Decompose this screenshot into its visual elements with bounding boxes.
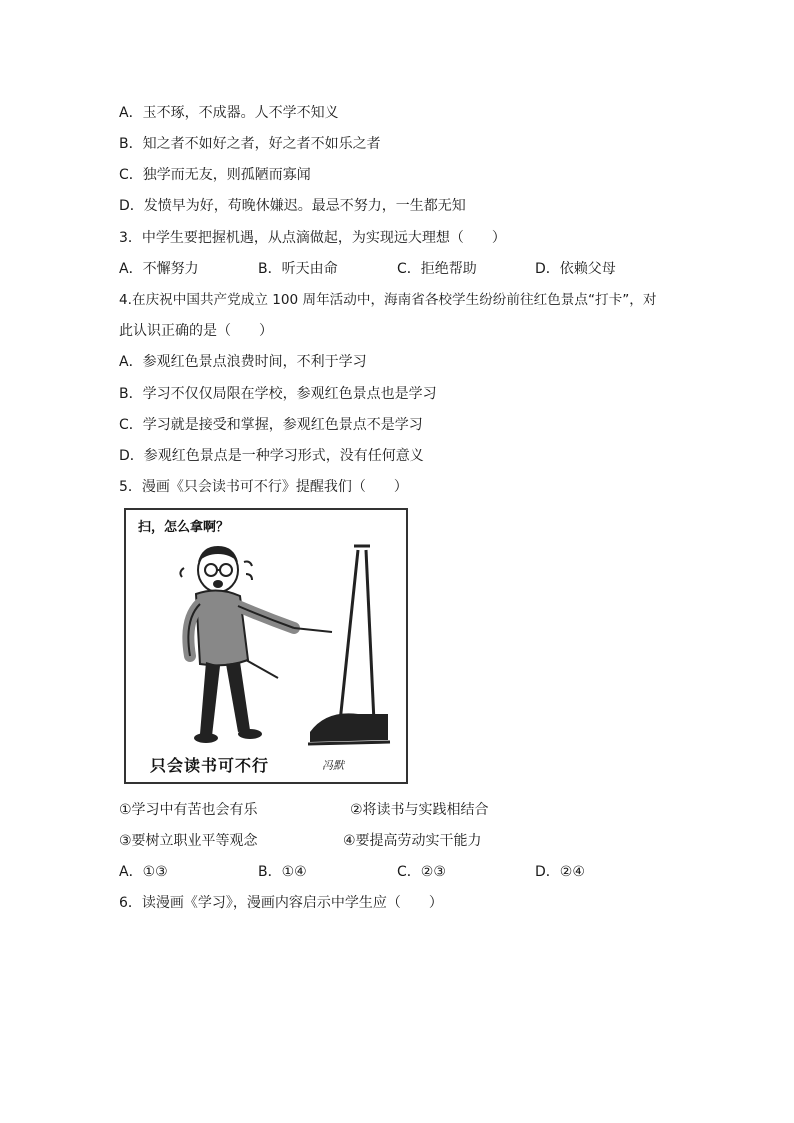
cartoon-signature: 冯默 [322,759,344,772]
q5-item-2: ②将读书与实践相结合 [350,802,489,818]
q5-items-row2 [119,832,679,850]
q3-option-c: C．拒绝帮助 [397,261,477,277]
cartoon-speech-bubble: 扫，怎么拿啊？ [138,520,230,535]
cartoon-caption: 只会读书可不行 [150,756,270,775]
q2-option-a: A．玉不琢，不成器。人不学不知义 [119,105,339,121]
q3-options [119,260,679,278]
q2-option-c: C．独学而无友，则孤陋而寡闻 [119,167,311,183]
q5-option-c: C．②③ [397,864,446,880]
q3-option-d: D．依赖父母 [535,261,616,277]
q5-item-1: ①学习中有苦也会有乐 [119,802,258,818]
q6-stem: 6．读漫画《学习》，漫画内容启示中学生应（ ） [119,895,443,911]
q5-cartoon [124,508,408,784]
q4-option-c: C．学习就是接受和掌握，参观红色景点不是学习 [119,417,423,433]
q5-options [119,863,679,881]
q2-option-d: D．发愤早为好，苟晚休嫌迟。最忌不努力，一生都无知 [119,198,466,214]
q3-option-b: B．听天由命 [258,261,338,277]
q4-stem-line1: 4.在庆祝中国共产党成立 100 周年活动中，海南省各校学生纷纷前往红色景点“打卡”，对 [119,292,657,308]
q2-option-b: B．知之者不如好之者，好之者不如乐之者 [119,136,381,152]
q5-option-d: D．②④ [535,864,585,880]
q3-option-a: A．不懈努力 [119,261,199,277]
cartoon-drawing [126,510,406,782]
q4-stem-line2: 此认识正确的是（ ） [119,323,273,339]
q5-stem: 5．漫画《只会读书可不行》提醒我们（ ） [119,479,408,495]
q5-option-a: A．①③ [119,864,168,880]
q4-option-d: D．参观红色景点是一种学习形式，没有任何意义 [119,448,424,464]
q4-option-b: B．学习不仅仅局限在学校，参观红色景点也是学习 [119,386,437,402]
q5-item-4: ④要提高劳动实干能力 [343,833,482,849]
q4-option-a: A．参观红色景点浪费时间，不利于学习 [119,354,367,370]
q5-items-row1 [119,801,679,819]
q3-stem: 3．中学生要把握机遇，从点滴做起，为实现远大理想（ ） [119,230,506,246]
q5-item-3: ③要树立职业平等观念 [119,833,258,849]
q5-option-b: B．①④ [258,864,307,880]
